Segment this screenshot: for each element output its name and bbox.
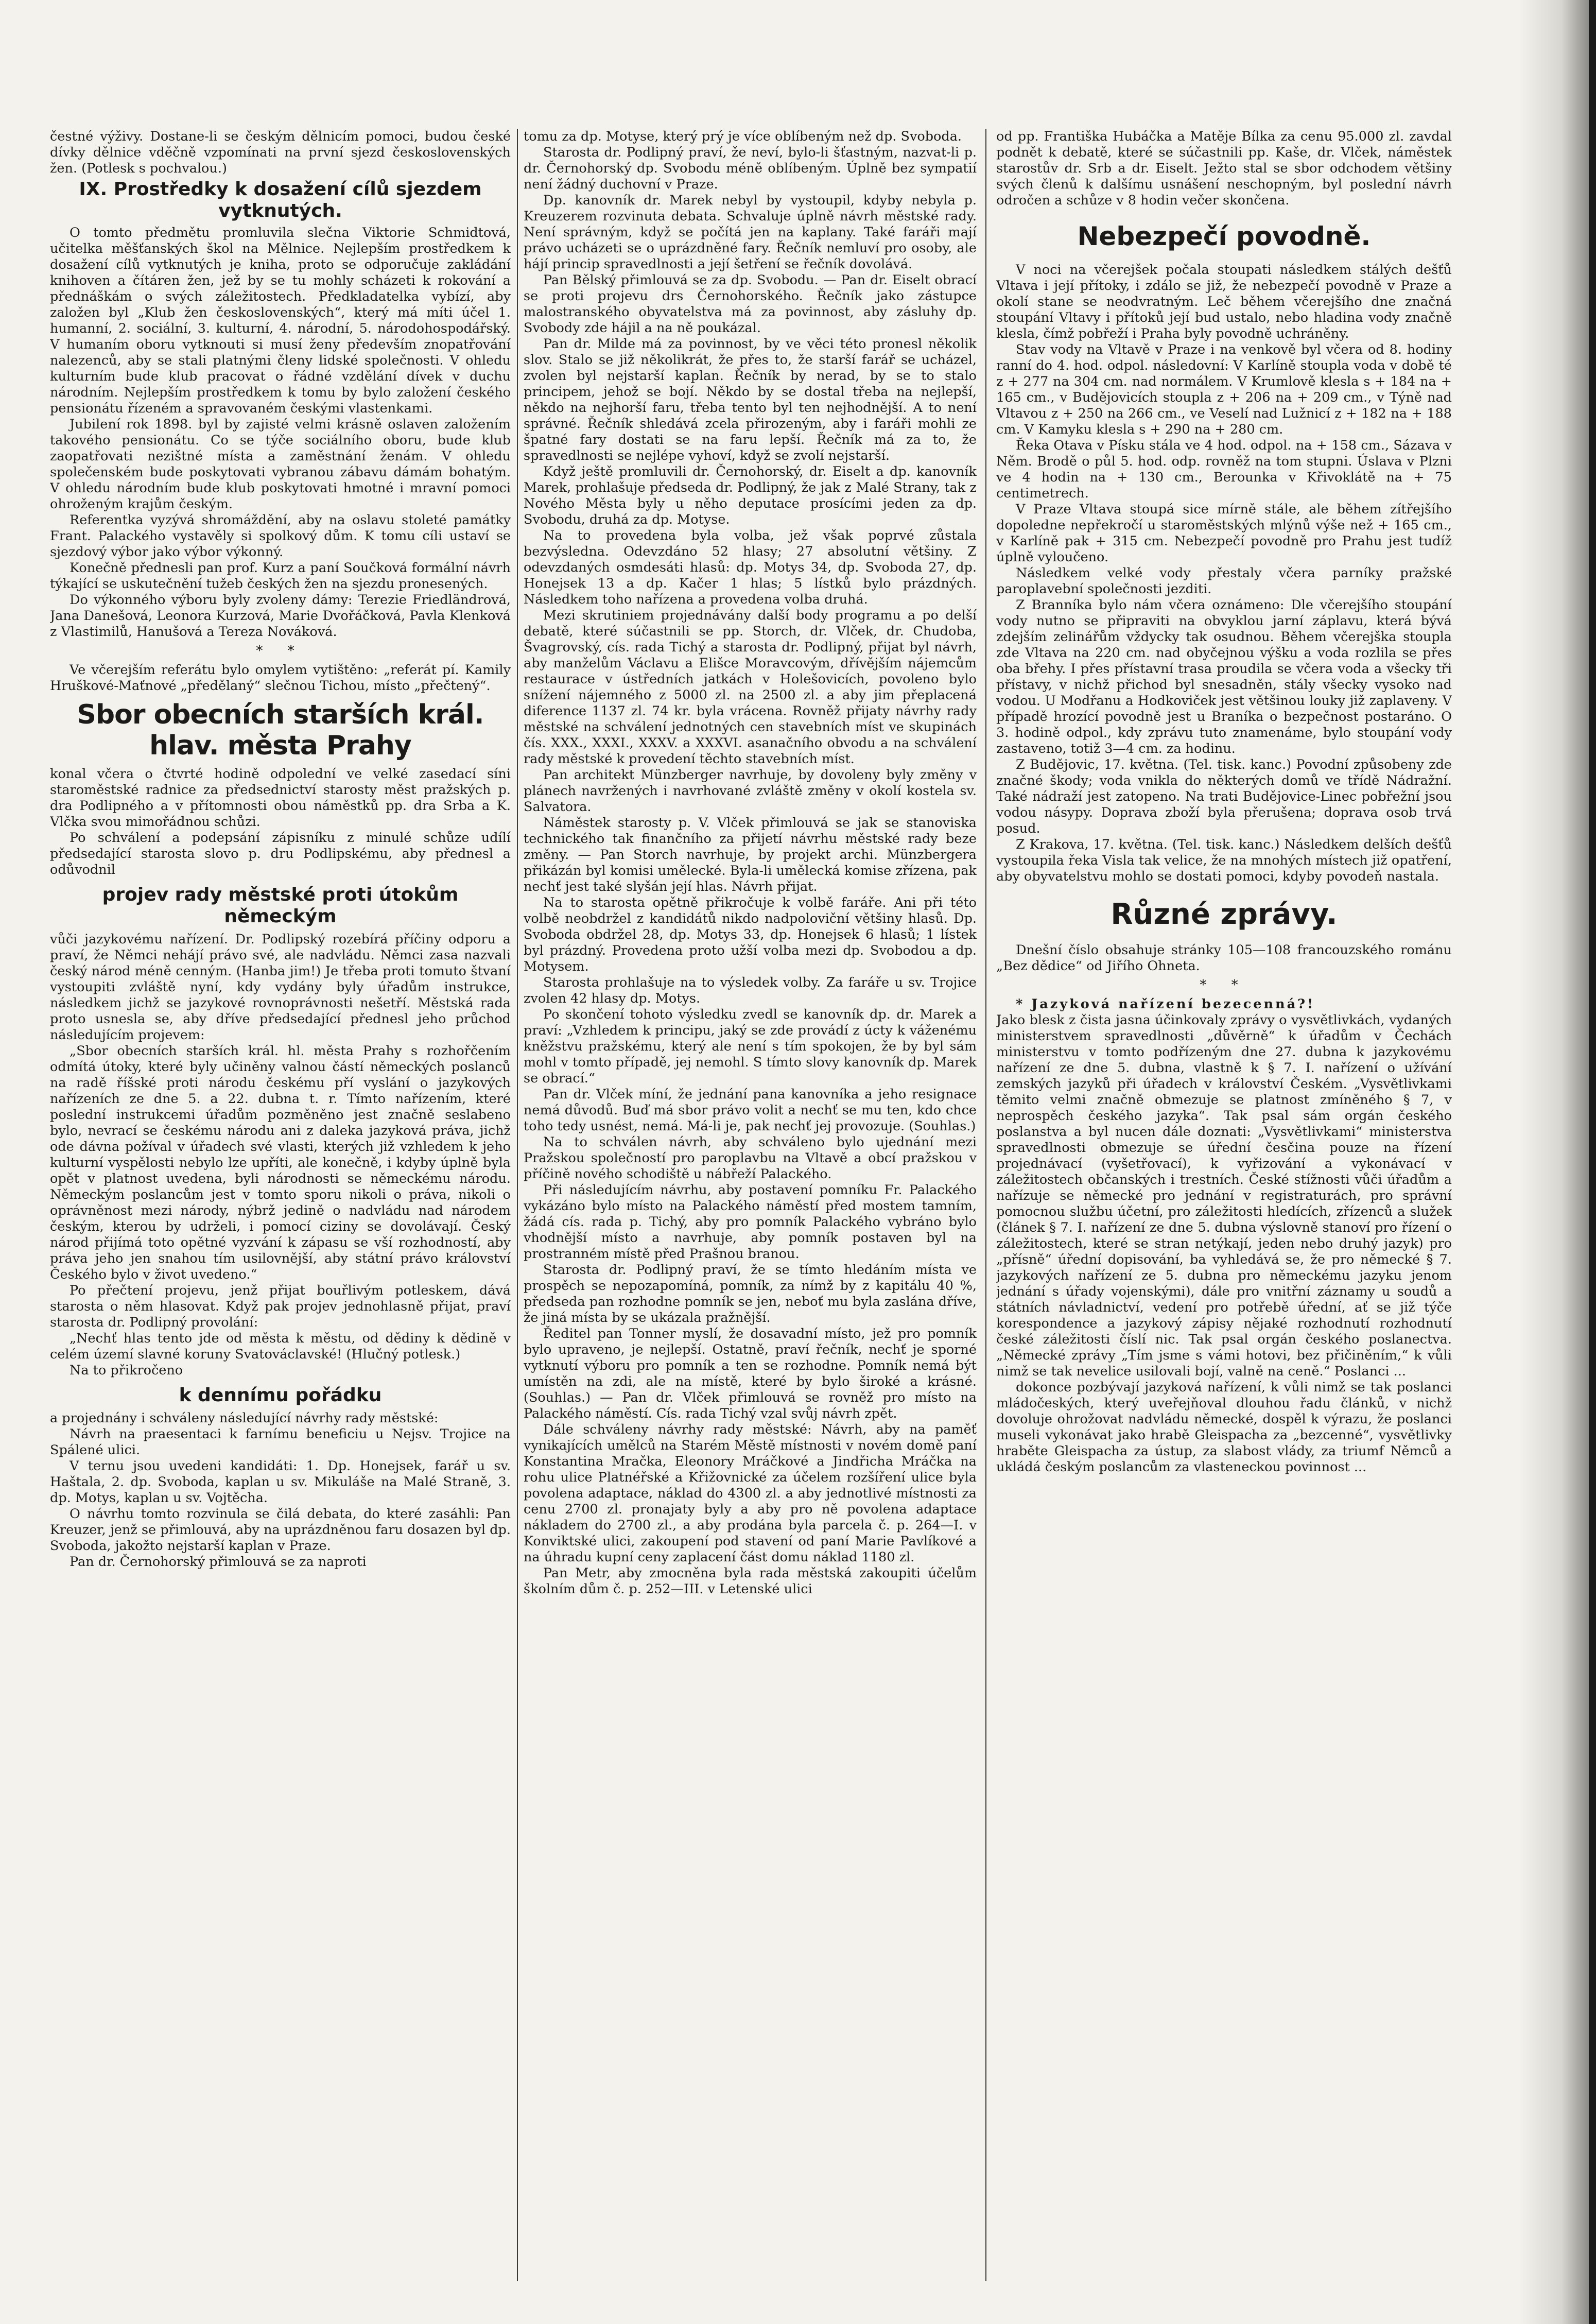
paragraph: V noci na včerejšek počala stoupati následkem stálých dešťů Vltava i její přítoky, i zdálo se již, že nebezpečí povodně v Praze a okolí stane se neodvratným. Leč během včerejšího dne značná stoupání Vltavy i přítoků její bud ustalo, nebo hladina vody značně klesla, čímž pobřeží i Praha byly povodně uchráněny.	[996, 262, 1452, 341]
column-middle	[524, 129, 977, 2281]
paragraph: Jako blesk z čista jasna účinkovaly zprávy o vysvětlivkách, vydaných ministerstvem spravedlnosti „důvěrně“ k úřadům v Čechách ministerstvu v tomto podřízeným dne 27. dubna k jazykovému nařízení ze dne 5. dubna, vlastně k § 7. I. nařízení o užívání zemských jazyků při úřadech v království Českém. „Vysvětlivkami těmito velmi značně obmezuje se platnost zmíněného § 7, v neprospěch českého jazyka“. Tak psal sám orgán českého poslanstva a byl nucen dále doznati: „Vysvětlivkami“ ministerstva spravedlnosti obmezuje se úřední česčina pouze na řízení projednávací (vyšetřovací), k vyřizování a vykonávací v záležitostech občanských i trestních. České stížnosti vůči úřadům a nařízuje se německé pro jednání v registraturách, pro správní pomocnou službu účetní, pro záležitosti hledících, zřízenců a služek (článek § 7. I. nařízení ze dne 5. dubna výslovně stanoví pro řízení o záležitostech, které se stran netýkají, jeden nebo druhý jazyk) pro „přísně“ úřední dopisování, ba vyhledává se, že pro německé § 7. jazykových nařízení ze 5. dubna pro německému jazyku jenom jednání s úřady vojenskými), dále pro vnitřní záznamy u soudů a státních návladnictví, vedení pro potřebě úřední, ať se již týče korespondence a jazykový zápisy nějaké rozhodnutí rozhodnutí české záležitosti číslí nic. Tak psal orgán českého poslanectva. „Německé zprávy „Tím jsme s vámi hotovi, bez přičiněním,“ k vůli nimž se tak nevelice usilovali bojí, valně na ceně.“ Poslanci ...	[996, 1012, 1452, 1379]
paragraph: Dále schváleny návrhy rady městské: Návrh, aby na paměť vynikajících umělců na Starém Městě místnosti v novém domě paní Konstantina Mračka, Eleonory Mráčkové a Jindřicha Mráčka na rohu ulice Platnéřské a Křižovnické za účelem rozšíření ulice byla povolena adaptace, náklad do 4300 zl. a aby jednotlivé místnosti za cenu 2700 zl. pronajaty byly a aby pro ně povolena adaptace nákladem do 2700 zl., a aby prodána byla parcela č. p. 264—I. v Konviktské ulici, zakoupení pod stavení od paní Marie Pavlíkové a na úhradu kupní ceny zaplacení část domu náklad 1180 zl.	[524, 1422, 977, 1565]
column-right	[996, 129, 1452, 2281]
subheading: projev rady městské proti útokům německým	[102, 884, 459, 927]
paragraph: „Sbor obecních starších král. hl. města Prahy s rozhořčením odmítá útoky, které byly učiněny valnou částí německých poslanců na radě říšské proti národu českému pří vyslání o jazykových nařízeních ze dne 5. a 22. dubna t. r. Tímto nařízením, které poslední instrukcemi úřadům pozměněno jest značně seslabeno bylo, nevrací se českému národu ani z daleka jazyková práva, jichž ode dávna požíval v úřadech své vlasti, kterých již vzhledem k jeho kulturní vyspělosti nebylo lze upříti, ale konečně, i kdyby úplně byla opět v platnost uvedena, byli národnosti se německému národu. Německým poslancům jest v tomto sporu nikoli o práva, nikoli o oprávněnost mezi národy, nýbrž jedině o nadvládu nad národem českým, kterou by udrželi, i pomocí ciziny se dovolávají. Český národ přijímá toto opětné vyzvání k zápasu se vší rozhodností, aby práva jeho jen snahou tím usilovnější, aby státní právo království Českého bylo v život uvedeno.“	[50, 1043, 511, 1282]
paragraph: Z Krakova, 17. května. (Tel. tisk. kanc.) Následkem delších dešťů vystoupila řeka Visla tak velice, že na mnohých místech již opatření, aby obyvatelstvu mohlo se dostati pomoci, kdyby povodeň nastala.	[996, 837, 1452, 884]
paragraph: Na to provedena byla volba, jež však poprvé zůstala bezvýsledna. Odevzdáno 52 hlasy; 27 absolutní většiny. Z odevzdaných osmdesáti hlasů: dp. Motys 34, dp. Svoboda 27, dp. Honejsek 13 a dp. Kačer 1 hlas; 5 lístků bylo prázdných. Následkem toho nařízena a provedena volba druhá.	[524, 528, 977, 607]
paragraph: Pan Bělský přimlouvá se za dp. Svobodu. — Pan dr. Eiselt obrací se proti projevu drs Černohorského. Řečník jako zástupce malostranského obyvatelstva má za povinnost, aby zásluhy dp. Svobody zde hájil a na ně poukázal.	[524, 272, 977, 336]
page-edge-border	[1589, 0, 1596, 2324]
separator-stars: * *	[1200, 977, 1248, 993]
column-rule	[517, 129, 518, 2281]
paragraph: Starosta prohlašuje na to výsledek volby. Za faráře u sv. Trojice zvolen 42 hlasy dp. Motys.	[524, 975, 977, 1006]
column-left	[50, 129, 511, 2281]
paragraph: Pan dr. Milde má za povinnost, by ve věci této pronesl několik slov. Stalo se již několikrát, že přes to, že starší farář se ucházel, zvolen byl nejstarší kaplan. Řečník by nerad, by se to stalo principem, jehož se bojí. Někdo by se dostal třeba na nejlepší, někdo na nejhorší faru, třeba tento byl ten nejhodnější. A to není správné. Řečník shledává zcela přirozeným, aby i faráři mohli ze špatné fary dostati se na faru lepší. Řečník má za to, že spravedlnosti se nejlépe vyhoví, když se zvolí nejstarší.	[524, 336, 977, 463]
paragraph: Po schválení a podepsání zápisníku z minulé schůze udílí předsedající starosta slovo p. dru Podlipskému, aby přednesl a odůvodnil	[50, 830, 511, 877]
paragraph: O tomto předmětu promluvila slečna Viktorie Schmidtová, učitelka měšťanských škol na Mělnice. Nejlepším prostředkem k dosažení cílů vytknutých je kniha, proto se odporučuje zakládání knihoven a čítáren žen, jež by se tu mohly scházeti k rokování a přednáškám o svých záležitostech. Předkladatelka vybízí, aby založen byl „Klub žen československých“, který má míti účel 1. humanní, 2. sociální, 3. kulturní, 4. národní, 5. národohospodářský. V humaním oboru vytknouti si musí ženy především znopatřování nalezenců, aby se stali platnými členy lidské společnosti. V ohledu kulturním bude klub pracovat o řádné vzdělání dívek v duchu národním. Nejlepším prostředkem k tomu by bylo založení českého pensionátu řízeném a spravovaném českými vlastenkami.	[50, 225, 511, 416]
paragraph: Z Branníka bylo nám včera oznámeno: Dle včerejšího stoupání vody nutno se připraviti na obvyklou jarní záplavu, která bývá zdejším zelinářům vždycky tak osudnou. Během včerejška stoupla zde Vltava na 220 cm. nad obyčejnou výšku a voda rozlila se přes oba břehy. I přes přístavní trasa proudila se včera voda a všecky tři přístavy, v nichž přichod byl snesadněn, stály všecky vysoko nad vodou. U Modřanu a Hodkoviček jest většinou louky již zaplaveny. V případě hrozící povodně jest u Braníka o bezpečnost postaráno. O 3. hodině odpol., kdy zprávu tuto znamenáme, bylo stoupání vody zastaveno, totiž 3—4 cm. za hodinu.	[996, 597, 1452, 756]
subheading: k dennímu pořádku	[179, 1385, 382, 1406]
paragraph: Ve včerejším referátu bylo omylem vytištěno: „referát pí. Kamily Hruškové-Maťnové „předělaný“ slečnou Tichou, místo „přečtený“.	[50, 662, 511, 694]
paragraph: Po skončení tohoto výsledku zvedl se kanovník dp. dr. Marek a praví: „Vzhledem k principu, jaký se zde provádí z úcty k váženému kněžstvu pražskému, který ale není s tím spokojen, že by byl sám mohl v tomto případě, jej nemohl. S tímto slovy kanovník dp. Marek se obrací.“	[524, 1007, 977, 1086]
paragraph: Dnešní číslo obsahuje stránky 105—108 francouzského románu „Bez dědice“ od Jiřího Ohneta.	[996, 942, 1452, 974]
paragraph: dokonce pozbývají jazyková nařízení, k vůli nimž se tak poslanci mládočeských, který uveřejňoval dlouhou řadu článků, v nichž dovoluje ohrožovat nadvládu německé, dospěl k výrazu, že poslanci museli vykonávat jako hrabě Gleispacha za „bezcenné“, vysvětlivky hraběte Gleispacha za ústup, za slabost vlády, za triumf Němců a ukládá českým poslancům za vlasteneckou povinnost ...	[996, 1380, 1452, 1475]
paragraph: Při následujícím návrhu, aby postavení pomníku Fr. Palackého vykázáno bylo místo na Palackého náměstí před mostem tamním, žádá cís. rada p. Tichý, aby pro pomník Palackého vybráno bylo vhodnější místo a navrhuje, aby pomník postaven byl na prostranném místě před Prašnou branou.	[524, 1182, 977, 1262]
paragraph: „Nechť hlas tento jde od města k městu, od dědiny k dědině v celém území slavné koruny Svatováclavské! (Hlučný potlesk.)	[50, 1331, 511, 1362]
article-headline: Sbor obecních starších král. hlav. města Prahy	[77, 699, 484, 761]
news-item-heading: * Jazyková nařízení bezecenná?!	[1016, 996, 1315, 1012]
paragraph: Do výkonného výboru byly zvoleny dámy: Terezie Friedländrová, Jana Danešová, Leonora Kurzová, Marie Dvořáčková, Pavla Klenková z Vlastimilů, Hanušová a Tereza Nováková.	[50, 592, 511, 640]
paragraph: V Praze Vltava stoupá sice mírně stále, ale během zítřejšího dopoledne nepřekročí u staroměstských mlýnů výše než + 165 cm., v Karlíně pak + 315 cm. Nebezpečí povodně pro Prahu jest tudíž úplně vyloučeno.	[996, 502, 1452, 565]
paragraph: Stav vody na Vltavě v Praze i na venkově byl včera od 8. hodiny ranní do 4. hod. odpol. následovní: V Karlíně stoupla voda v době té z + 277 na 304 cm. nad normálem. V Krumlově klesla s + 184 na + 165 cm., v Budějovicích stoupla z + 206 na + 209 cm., v Týně nad Vltavou z + 250 na 266 cm., ve Veselí nad Lužnicí z + 182 na + 188 cm. V Kamyku klesla s + 290 na + 280 cm.	[996, 342, 1452, 437]
paragraph: Referentka vyzývá shromáždění, aby na oslavu stoleté památky Frant. Palackého vystavěly si spolkový dům. K tomu cíli ustaví se sjezdový výbor jako výbor výkonný.	[50, 512, 511, 560]
paragraph: tomu za dp. Motyse, který prý je více oblíbeným než dp. Svoboda.	[524, 129, 962, 144]
paragraph: Pan dr. Vlček míní, že jednání pana kanovníka a jeho resignace nemá důvodů. Buď má sbor právo volit a nechť se mu ten, kdo chce toho tedy usnést, nemá. Má-li je, pak nechť jej provozuje. (Souhlas.)	[524, 1087, 977, 1134]
paragraph: konal včera o čtvrté hodině odpolední ve velké zasedací síni staroměstské radnice za předsednictví starosty měst pražských p. dra Podlipného a v přítomnosti obou náměstků pp. dra Srba a K. Vlčka svou mimořádnou schůzi.	[50, 766, 511, 830]
paragraph: vůči jazykovému nařízení. Dr. Podlipský rozebírá příčiny odporu a praví, že Němci nehájí právo své, ale nadvládu. Němci zasa nazvali český národ méně cenným. (Hanba jim!) Je třeba proti tomuto štvaní vystoupiti zvláště nyní, kdy vydány byly úřadům instrukce, následkem jichž se jazykové rovnoprávnosti nešetří. Městská rada proto usnesla se, aby dříve předsedající přednesl jeho průchod následujícím projevem:	[50, 932, 511, 1043]
column-rule	[985, 129, 986, 2281]
paragraph: Řeka Otava v Písku stála ve 4 hod. odpol. na + 158 cm., Sázava v Něm. Brodě o půl 5. hod. odp. rovněž na tom stupni. Úslava v Plzni ve 4 hodin na + 130 cm., Berounka v Křivoklátě na + 75 centimetrech.	[996, 438, 1452, 501]
separator-stars: * *	[256, 643, 305, 659]
paragraph: Následkem velké vody přestaly včera parníky pražské paroplavební společnosti jezditi.	[996, 565, 1452, 597]
paragraph: Když ještě promluvili dr. Černohorský, dr. Eiselt a dp. kanovník Marek, prohlašuje předseda dr. Podlipný, že jak z Malé Strany, tak z Nového Města byly u něho deputace prosícími jeden za dp. Svobodu, druhá za dp. Motyse.	[524, 464, 977, 527]
paragraph: Starosta dr. Podlipný praví, že neví, bylo-li šťastným, nazvat-li p. dr. Černohorský dp. Svobodu méně oblíbeným. Úplně bez sympatií není žádný duchovní v Praze.	[524, 145, 977, 192]
paragraph: Ředitel pan Tonner myslí, že dosavadní místo, jež pro pomník bylo upraveno, je nejlepší. Ostatně, praví řečník, nechť je sporné vytknutí výboru pro pomník a ten se rozhodne. Pomník nemá být umístěn na zdi, ale na místě, které by bylo široké a krásné. (Souhlas.) — Pan dr. Vlček přimlouvá se rovněž pro místo na Palackého náměstí. Cís. rada Tichý vzal svůj návrh zpět.	[524, 1326, 977, 1421]
paragraph: Konečně přednesli pan prof. Kurz a paní Součková formální návrh týkající se uskutečnění tužeb českých žen na sjezdu pronesených.	[50, 560, 511, 592]
paragraph: Náměstek starosty p. V. Vlček přimlouvá se jak se stanoviska technického tak finančního za přijetí návrhu městské rady beze změny. — Pan Storch navrhuje, by projekt archi. Münzbergera přikázán byl komisi umělecké. Byla-li umělecká komise zřízena, pak nechť jest také slyšán její hlas. Návrh přijat.	[524, 815, 977, 894]
paragraph: Na to přikročeno	[70, 1363, 183, 1378]
section-heading: IX. Prostředky k dosažení cílů sjezdem vytknutých.	[79, 179, 482, 221]
paragraph: Po přečtení projevu, jenž přijat bouřlivým potleskem, dává starosta o něm hlasovat. Když pak projev jednohlasně přijat, praví starosta dr. Podlipný provolání:	[50, 1283, 511, 1330]
paragraph: Jubilení rok 1898. byl by zajisté velmi krásně oslaven založením takového pensionátu. Co se týče sociálního oboru, bude klub zaopatřovati nezištné místa a zaměstnání ženám. V ohledu společenském bude poskytovati vybranou zábavu dámám bohatým. V ohledu národním bude klub poskytovati hmotné i mravní pomoci ohroženým krajům českým.	[50, 417, 511, 512]
paragraph: Návrh na praesentaci k farnímu beneficiu u Nejsv. Trojice na Spálené ulici.	[50, 1426, 511, 1458]
paragraph: Mezi skrutiniem projednávány další body programu a po delší debatě, které súčastnili se pp. Storch, dr. Vlček, dr. Chudoba, Švagrovský, cís. rada Tichý a starosta dr. Podlipný, přijat byl návrh, aby manželům Václavu a Elišce Moravcovým, dřívějším nájemcům restaurace v ústředních jatkách v Holešovicích, povoleno bylo snížení nájemného z 5000 zl. na 2500 zl. a aby jim přeplacená diference 1137 zl. 74 kr. byla vrácena. Rovněž přijaty návrhy rady městské na schválení jednotných cen stavebních míst ve skupinách čís. XXX., XXXI., XXXV. a XXXVI. asanačního obvodu a na schválení rady městské k provedení těchto stavebních míst.	[524, 608, 977, 767]
paragraph: Pan dr. Černohorský přimlouvá se za naproti	[70, 1554, 367, 1570]
paragraph: a projednány i schváleny následující návrhy rady městské:	[50, 1410, 439, 1426]
article-headline: Nebezpečí povodně.	[1077, 221, 1371, 251]
paragraph: Na to starosta opětně přikročuje k volbě faráře. Ani při této volbě neobdržel z kandidátů nikdo nadpoloviční většiny hlasů. Dp. Svoboda obdržel 28, dp. Motys 33, dp. Honejsek 6 hlasů; 1 lístek byl prázdný. Provedena proto užší volba mezi dp. Svobodou a dp. Motysem.	[524, 895, 977, 974]
page-edge-shadow	[1519, 0, 1596, 2324]
section-headline: Různé zprávy.	[1111, 898, 1338, 931]
paragraph: od pp. Františka Hubáčka a Matěje Bílka za cenu 95.000 zl. zavdal podnět k debatě, které se súčastnili pp. Kaše, dr. Vlček, náměstek starostův dr. Srb a dr. Eiselt. Ježto stal se sbor odchodem většiny svých členů k dalšímu usnášení neschopným, byl poslední návrh odročen a schůze v 8 hodin večer skončena.	[996, 129, 1452, 208]
paragraph: Starosta dr. Podlipný praví, že se tímto hledáním místa ve prospěch se nepozapomíná, pomník, za nímž by z kapitálu 40 %, předseda pan rozhodne pomník se jen, neboť mu byla zaslána dříve, že jiná místa by se ukázala pražnější.	[524, 1262, 977, 1325]
paragraph: Na to schválen návrh, aby schváleno bylo ujednání mezi Pražskou společností pro paroplavbu na Vltavě a obcí pražskou v příčině nového schodiště u nábřeží Palackého.	[524, 1134, 977, 1182]
paragraph: O návrhu tomto rozvinula se čilá debata, do které zasáhli: Pan Kreuzer, jenž se přimlouvá, aby na uprázdněnou faru dosazen byl dp. Svoboda, jakožto nejstarší kaplan v Praze.	[50, 1506, 511, 1554]
paragraph: Dp. kanovník dr. Marek nebyl by vystoupil, kdyby nebyla p. Kreuzerem rozvinuta debata. Schvaluje úplně návrh městské rady. Není správným, když se počítá jen na kaplany. Také faráři mají právo ucházeti se o uprázdněné fary. Řečník nemluví pro osoby, ale hájí princip spravedlnosti a její šetření se řečník dovolává.	[524, 193, 977, 272]
paragraph: Pan Metr, aby zmocněna byla rada městská zakoupiti účelům školním dům č. p. 252—III. v Letenské ulici	[524, 1565, 977, 1597]
paragraph: Z Budějovic, 17. května. (Tel. tisk. kanc.) Povodní způsobeny zde značné škody; voda vnikla do některých domů ve třídě Nádražní. Také nádraží jest zatopeno. Na trati Budějovice-Linec pobřežní jsou vodou násypy. Doprava zboží byla přerušena; doprava osob trvá posud.	[996, 757, 1452, 836]
paragraph: čestné výživy. Dostane-li se českým dělnicím pomoci, budou české dívky dělnice vděčně vzpomínati na první sjezd československých žen. (Potlesk s pochvalou.)	[50, 129, 511, 176]
paragraph: Pan architekt Münzberger navrhuje, by dovoleny byly změny v plánech navržených i navrhované zvláště změny v okolí kostela sv. Salvatora.	[524, 767, 977, 815]
paragraph: V ternu jsou uvedeni kandidáti: 1. Dp. Honejsek, farář u sv. Haštala, 2. dp. Svoboda, kaplan u sv. Mikuláše na Malé Straně, 3. dp. Motys, kaplan u sv. Vojtěcha.	[50, 1458, 511, 1506]
